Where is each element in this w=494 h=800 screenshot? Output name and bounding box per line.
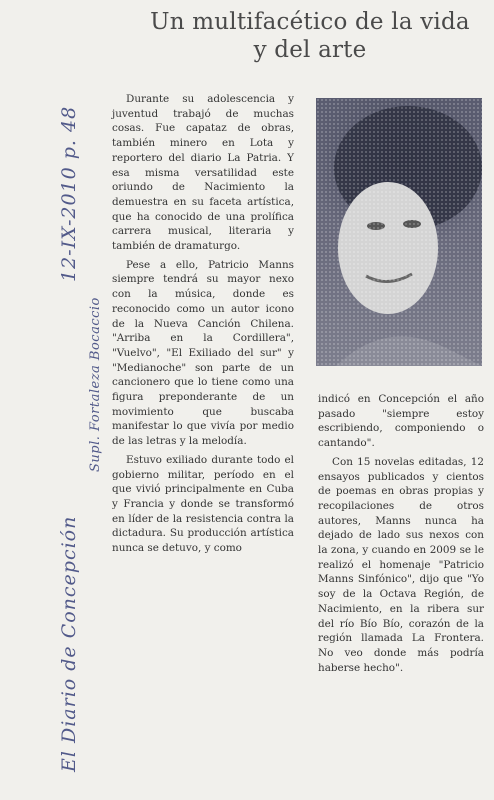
paragraph: Estuvo exiliado durante todo el gobierno militar, período en el que vivió principalmente en Cuba y Francia y donde se transformó en líder de la resistencia contra la dictadura. Su producción artística nunca se detuvo, y como (112, 453, 294, 555)
portrait-illustration (316, 98, 482, 366)
paragraph: indicó en Concepción el año pasado "siempre estoy escribiendo, componiendo o cantando". (318, 393, 484, 450)
paragraph: Durante su adolescencia y juventud trabajó de muchas cosas. Fue capataz de obras, también minero en Lota y reportero del diario La Patria. Y esa misma versatilidad este oriundo de Nacimiento la demuestra en su faceta artística, que ha conocido de una prolífica carrera musical, literaria y también de dramaturgo. (112, 93, 294, 253)
article-title: Un multifacético de la vida y del arte (150, 9, 470, 63)
paragraph: Con 15 novelas editadas, 12 ensayos publicados y cientos de poemas en obras propias y recopilaciones de otros autores, Manns nunca ha dejado de lado sus nexos con la zona, y cuando en 2009 se le realizó el homenaje "Patricio Manns Sinfónico", dijo que "Yo soy de la Octava Región, de Nacimiento, en la ribera sur del río Bío Bío, corazón de la región llamada La Frontera. No veo donde más podría haberse hecho". (318, 455, 484, 674)
handwritten-date: 12-IX-2010 p. 48 (58, 105, 80, 282)
article-column-2 (318, 392, 484, 675)
handwritten-source: El Diario de Concepción (58, 515, 80, 772)
article-column-1 (112, 92, 294, 556)
handwritten-supplement: Supl. Fortaleza Bocaccio (88, 297, 103, 472)
paragraph: Pese a ello, Patricio Manns siempre tendrá su mayor nexo con la música, donde es reconocido como un autor icono de la Nueva Canción Chilena. "Arriba en la Cordillera", "Vuelvo", "El Exiliado del sur" y "Medianoche" son parte de un cancionero que lo tiene como una figura preponderante de un movimiento que buscaba manifestar lo que vivía por medio de las letras y la melodía. (112, 258, 294, 448)
portrait-photo (316, 98, 482, 366)
